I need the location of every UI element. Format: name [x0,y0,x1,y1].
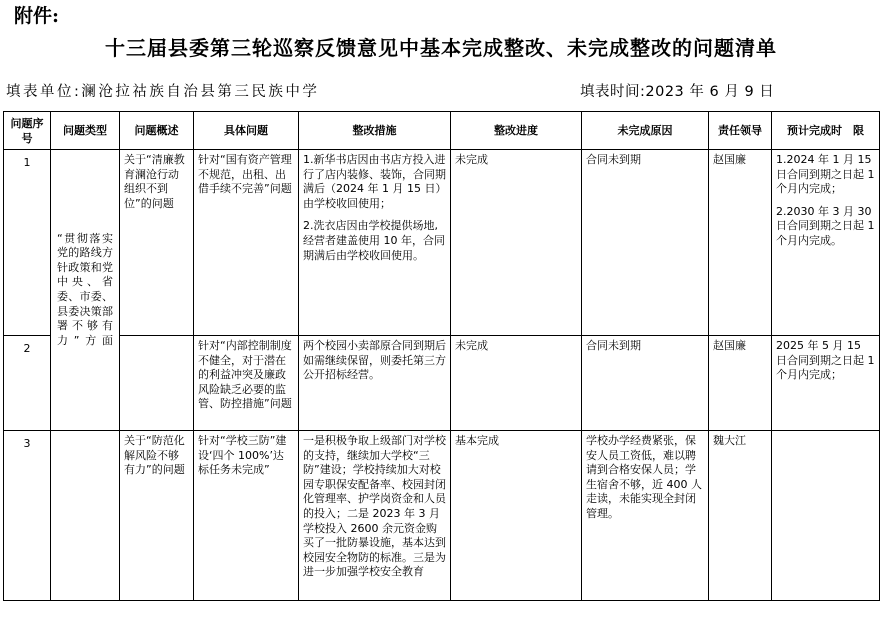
table-row [4,150,880,336]
col-header-overview: 问题概述 [120,112,194,150]
col-header-deadline: 预计完成时 限 [772,112,880,150]
issue-type-merged: “贯彻落实党的路线方针政策和党中央、省委、市委、县委决策部署不够有力”方面 [51,150,120,431]
issue-overview [120,336,194,431]
table-row [4,431,880,601]
deadline [772,150,880,336]
issue-detail: 针对“学校三防”建设‘四个 100%’达标任务未完成” [194,431,299,601]
responsible-leader: 魏大江 [709,431,772,601]
table-header-row [4,112,880,150]
fill-unit-label: 填表单位:澜沧拉祜族自治县第三民族中学 [6,84,320,100]
col-header-detail: 具体问题 [194,112,299,150]
measure-item: 2.洗衣店因由学校提供场地,经营者建盖使用 10 年，合同期满后由学校收回使用。 [303,219,445,262]
issue-overview: 关于“防范化解风险不够有力”的问题 [120,431,194,601]
measure-item: 两个校园小卖部原合同到期后如需继续保留，则委托第三方公开招标经营。 [303,339,446,382]
deadline-item: 1.2024 年 1 月 15 日合同到期之日起 1 个月内完成； [776,153,875,196]
rectification-measures [299,336,451,431]
fill-time-label: 填表时间:2023 年 6 月 9 日 [580,84,775,100]
row-number: 2 [4,336,51,431]
progress-status: 未完成 [451,150,582,336]
document-title: 十三届县委第三轮巡察反馈意见中基本完成整改、未完成整改的问题清单 [105,36,777,60]
col-header-leader: 责任领导 [709,112,772,150]
progress-status: 基本完成 [451,431,582,601]
rectification-measures [299,150,451,336]
measure-item: 1.新华书店因由书店方投入进行了店内装修、装饰，合同期满后（2024 年 1 月 15 日）由学校收回使用； [303,153,446,210]
measure-item: 一是积极争取上级部门对学校的支持，继续加大学校“三防”建设；学校持续加大对校园专职保安配备率、校园封闭化管理率、护学岗资金和人员的投入；二是 2023 年 3 月学校投入 2600 余元资金购买了一批防暴设施，基本达到校园安全物防的标准。三是为进一步加强学校安全教育 [303,434,446,579]
row-number: 3 [4,431,51,601]
rectification-measures [299,431,451,601]
col-header-reason: 未完成原因 [582,112,709,150]
deadline-item: 2.2030 年 3 月 30 日合同到期之日起 1 个月内完成。 [776,204,875,247]
issue-detail: 针对“国有资产管理不规范，出租、出借手续不完善”问题 [194,150,299,336]
responsible-leader: 赵国廉 [709,336,772,431]
issue-type-empty [51,431,120,601]
issue-detail: 针对“内部控制制度不健全，对于潜在的利益冲突及廉政风险缺乏必要的监管、防控措施”问题 [194,336,299,431]
responsible-leader: 赵国廉 [709,150,772,336]
row-number: 1 [4,150,51,336]
deadline-item: 2025 年 5 月 15 日合同到期之日起 1 个月内完成； [776,339,875,382]
deadline [772,431,880,601]
col-header-number: 问题序号 [4,112,51,150]
col-header-type: 问题类型 [51,112,120,150]
incomplete-reason: 合同未到期 [582,336,709,431]
col-header-measures: 整改措施 [299,112,451,150]
issue-overview: 关于“清廉教育澜沧行动组织不到位”的问题 [120,150,194,336]
col-header-progress: 整改进度 [451,112,582,150]
progress-status: 未完成 [451,336,582,431]
attachment-label: 附件: [14,5,60,27]
incomplete-reason: 学校办学经费紧张，保安人员工资低，难以聘请到合格安保人员；学生宿舍不够，近 400 人走读，未能实现全封闭管理。 [582,431,709,601]
issue-list-table [3,111,880,601]
incomplete-reason: 合同未到期 [582,150,709,336]
table-row [4,336,880,431]
deadline [772,336,880,431]
